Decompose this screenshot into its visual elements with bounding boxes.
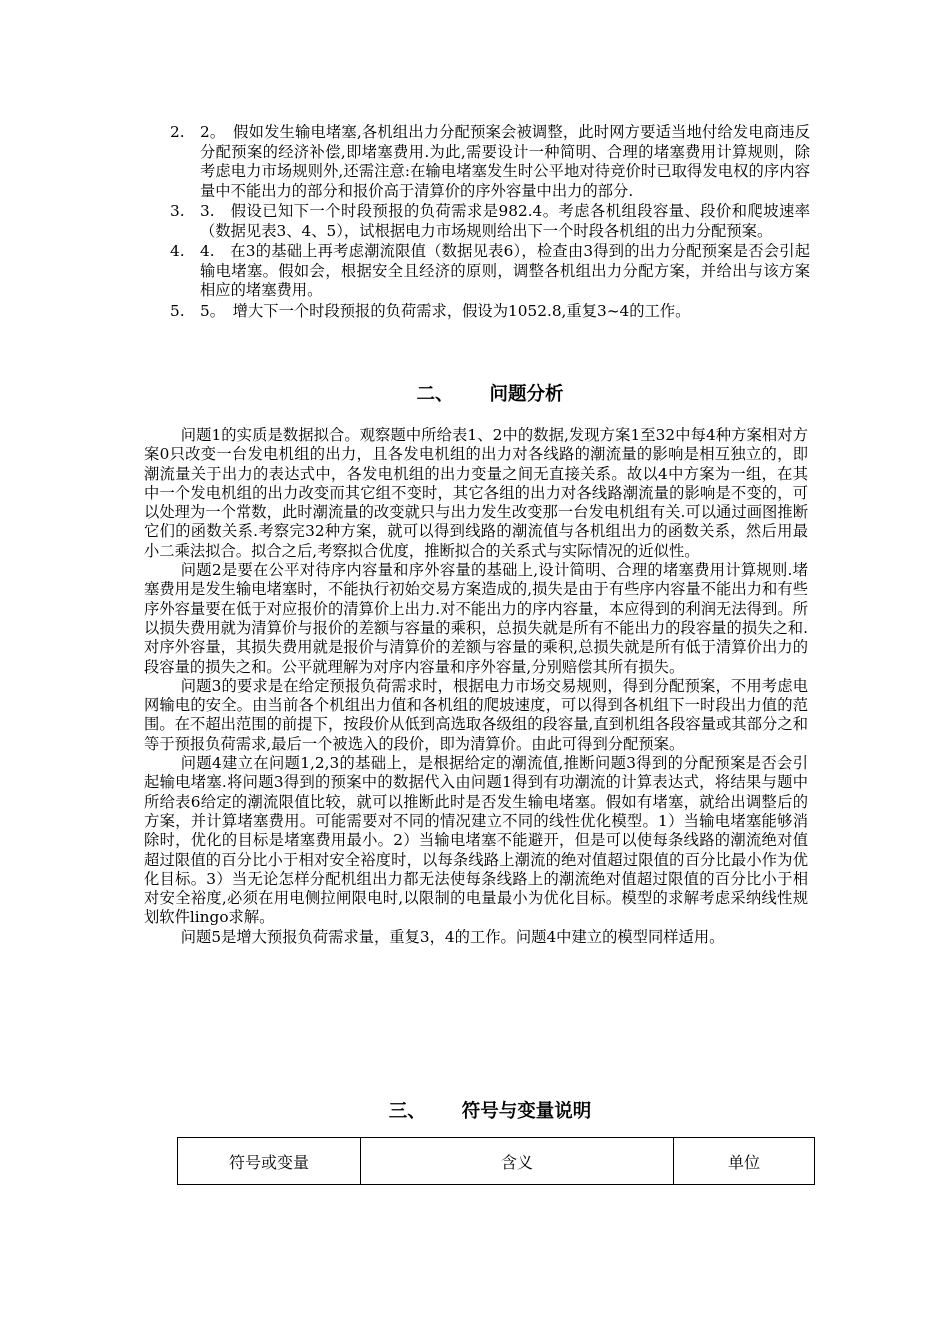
list-number: 4.: [170, 242, 185, 260]
section-heading-problem-analysis: [170, 380, 810, 406]
list-item-text: 2。 假如发生输电堵塞,各机组出力分配预案会被调整，此时网方要适当地付给发电商违反分配预案的经济补偿,即堵塞费用.为此,需要设计一种简明、合理的堵塞费用计算规则，除考虑电力市场规则外,还需注意:在输电堵塞发生时公平地对待竞价时已取得发电权的序内容量中不能出力的部分和报价高于清算价的序外容量中出力的部分.: [200, 123, 810, 200]
paragraph: 问题4建立在问题1,2,3的基础上，是根据给定的潮流值,推断问题3得到的分配预案是否会引起输电堵塞.将问题3得到的预案中的数据代入由问题1得到有功潮流的计算表达式，将结果与题中所给表6给定的潮流限值比较，就可以推断此时是否发生输电堵塞。假如有堵塞，就给出调整后的方案，并计算堵塞费用。可能需要对不同的情况建立不同的线性优化模型。1）当输电堵塞能够消除时，优化的目标是堵塞费用最小。2）当输电堵塞不能避开，但是可以使每条线路的潮流绝对值超过限值的百分比小于相对安全裕度时，以每条线路上潮流的绝对值超过限值的百分比最小作为优化目标。3）当无论怎样分配机组出力都无法使每条线路上的潮流绝对值超过限值的百分比小于相对安全裕度,必须在用电侧拉闸限电时,以限制的电量最小为优化目标。模型的求解考虑采纳线性规划软件lingo求解。: [144, 754, 808, 927]
table-header-unit: 单位: [674, 1138, 815, 1185]
list-item-text: 4. 在3的基础上再考虑潮流限值（数据见表6），检查由3得到的出力分配预案是否会引起输电堵塞。假如会，根据安全且经济的原则，调整各机组出力分配方案，并给出与该方案相应的堵塞费用。: [200, 242, 810, 299]
paragraph: 问题2是要在公平对待序内容量和序外容量的基础上,设计简明、合理的堵塞费用计算规则.堵塞费用是发生输电堵塞时，不能执行初始交易方案造成的,损失是由于有些序内容量不能出力和有些序外容量要在低于对应报价的清算价上出力.对不能出力的序内容量，本应得到的利润无法得到。所以损失费用就为清算价与报价的差额与容量的乘积，总损失就是所有不能出力的段容量的损失之和.对序外容量，其损失费用就是报价与清算价的差额与容量的乘积,总损失就是所有低于清算价出力的段容量的损失之和。公平就理解为对序内容量和序外容量,分别赔偿其所有损失。: [144, 561, 808, 676]
paragraph: 问题3的要求是在给定预报负荷需求时，根据电力市场交易规则，得到分配预案，不用考虑电网输电的安全。由当前各个机组出力值和各机组的爬坡速度，可以得到各机组下一时段出力值的范围。在不超出范围的前提下，按段价从低到高选取各级组的段容量,直到机组各段容量或其部分之和等于预报负荷需求,最后一个被选入的段价，即为清算价。由此可得到分配预案。: [144, 676, 808, 753]
paragraph: 问题5是增大预报负荷需求量，重复3，4的工作。问题4中建立的模型同样适用。: [180, 927, 725, 946]
list-number: 2.: [170, 123, 185, 141]
symbol-table: [177, 1137, 815, 1185]
list-item: [170, 123, 810, 201]
table-header-row: [178, 1138, 815, 1185]
list-item: [170, 202, 810, 241]
table-header-symbol: 符号或变量: [178, 1138, 361, 1185]
section-title: 问题分析: [489, 384, 564, 405]
list-item-text: 3. 假设已知下一个时段预报的负荷需求是982.4。考虑各机组段容量、段价和爬坡速率（数据见表3、4、5），试根据电力市场规则给出下一个时段各机组的出力分配预案。: [200, 202, 810, 240]
list-number: 3.: [170, 202, 185, 220]
section-number: 三、: [388, 1101, 426, 1122]
analysis-body: [144, 426, 808, 947]
list-number: 5.: [170, 301, 185, 320]
section-heading-symbols: [170, 1097, 810, 1123]
list-item: [170, 302, 810, 322]
list-item: [170, 242, 810, 301]
table-header-meaning: 含义: [361, 1138, 674, 1185]
problem-list: [170, 123, 810, 322]
paragraph: 问题1的实质是数据拟合。观察题中所给表1、2中的数据,发现方案1至32中每4种方案相对方案0只改变一台发电机组的出力，且各发电机组的出力对各线路的潮流量的影响是相互独立的，即潮流量关于出力的表达式中，各发电机组的出力变量之间无直接关系。故以4中方案为一组，在其中一个发电机组的出力改变而其它组不变时，其它各组的出力对各线路潮流量的影响是不变的，可以处理为一个常数，此时潮流量的改变就只与出力发生改变那一台发电机组有关.可以通过画图推断它们的函数关系.考察完32种方案，就可以得到线路的潮流值与各机组出力的函数关系，然后用最小二乘法拟合。拟合之后,考察拟合优度，推断拟合的关系式与实际情况的近似性。: [144, 426, 808, 560]
section-number: 二、: [416, 384, 454, 405]
list-item-text: 5。 增大下一个时段预报的负荷需求，假设为1052.8,重复3~4的工作。: [200, 301, 691, 320]
section-title: 符号与变量说明: [461, 1101, 592, 1122]
